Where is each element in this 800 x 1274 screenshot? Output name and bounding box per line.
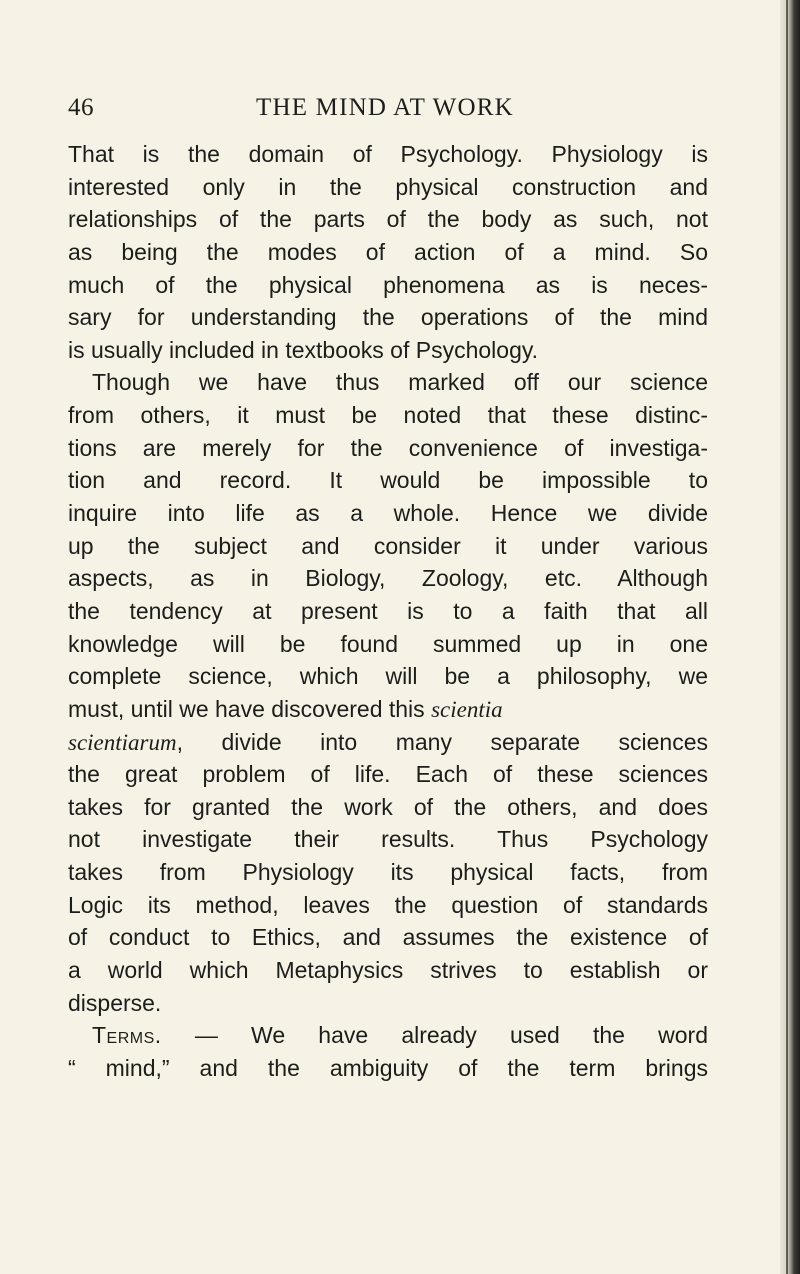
text-line: the tendency at present is to a faith that all <box>68 597 708 624</box>
text-line: tions are merely for the convenience of investiga- <box>68 434 708 461</box>
text-line <box>68 1019 708 1052</box>
text-line: Though we have thus marked off our science <box>92 369 708 396</box>
text-line: not investigate their results. Thus Psychology <box>68 826 708 853</box>
text-segment: must, until we have discovered this <box>68 695 432 722</box>
italic-term: scientia <box>431 696 503 722</box>
text-line: takes for granted the work of the others, and does <box>68 793 708 820</box>
text-line: That is the domain of Psychology. Physiology is <box>68 141 708 167</box>
text-line: up the subject and consider it under various <box>68 532 708 559</box>
text-line: of conduct to Ethics, and assumes the existence of <box>68 924 708 951</box>
text-line <box>68 693 708 726</box>
text-line: takes from Physiology its physical facts, from <box>68 859 708 886</box>
running-head: THE MIND AT WORK <box>256 94 514 121</box>
text-line: complete science, which will be a philosophy, we <box>68 663 708 690</box>
page-header <box>68 94 708 124</box>
text-line: aspects, as in Biology, Zoology, etc. Although <box>68 565 708 592</box>
text-line: tion and record. It would be impossible to <box>68 467 708 494</box>
text-line: as being the modes of action of a mind. So <box>68 238 708 265</box>
text-segment: — We have already used the word <box>161 1022 708 1049</box>
text-line: knowledge will be found summed up in one <box>68 630 708 657</box>
section-heading: Terms. <box>92 1022 162 1049</box>
text-line: relationships of the parts of the body as such, not <box>68 206 708 233</box>
text-line: sary for understanding the operations of the mind <box>68 304 708 331</box>
text-line: is usually included in textbooks of Psychology. <box>68 336 539 363</box>
page-edge-line <box>786 0 788 1274</box>
book-spine-edge <box>780 0 800 1274</box>
text-line: the great problem of life. Each of these sciences <box>68 761 708 788</box>
text-line: from others, it must be noted that these distinc- <box>68 402 708 429</box>
text-line: much of the physical phenomena as is neces- <box>68 271 708 298</box>
text-line: interested only in the physical construction and <box>68 173 708 200</box>
text-line: “ mind,” and the ambiguity of the term brings <box>68 1054 708 1081</box>
text-line: a world which Metaphysics strives to establish or <box>68 957 708 984</box>
text-line <box>68 726 708 759</box>
text-line: Logic its method, leaves the question of standards <box>68 891 708 918</box>
text-segment: , divide into many separate sciences <box>176 728 708 755</box>
page-number: 46 <box>68 94 94 121</box>
body-text <box>68 138 708 1085</box>
text-line: inquire into life as a whole. Hence we divide <box>68 500 708 527</box>
italic-term: scientiarum <box>68 729 177 755</box>
text-line: disperse. <box>68 989 162 1016</box>
